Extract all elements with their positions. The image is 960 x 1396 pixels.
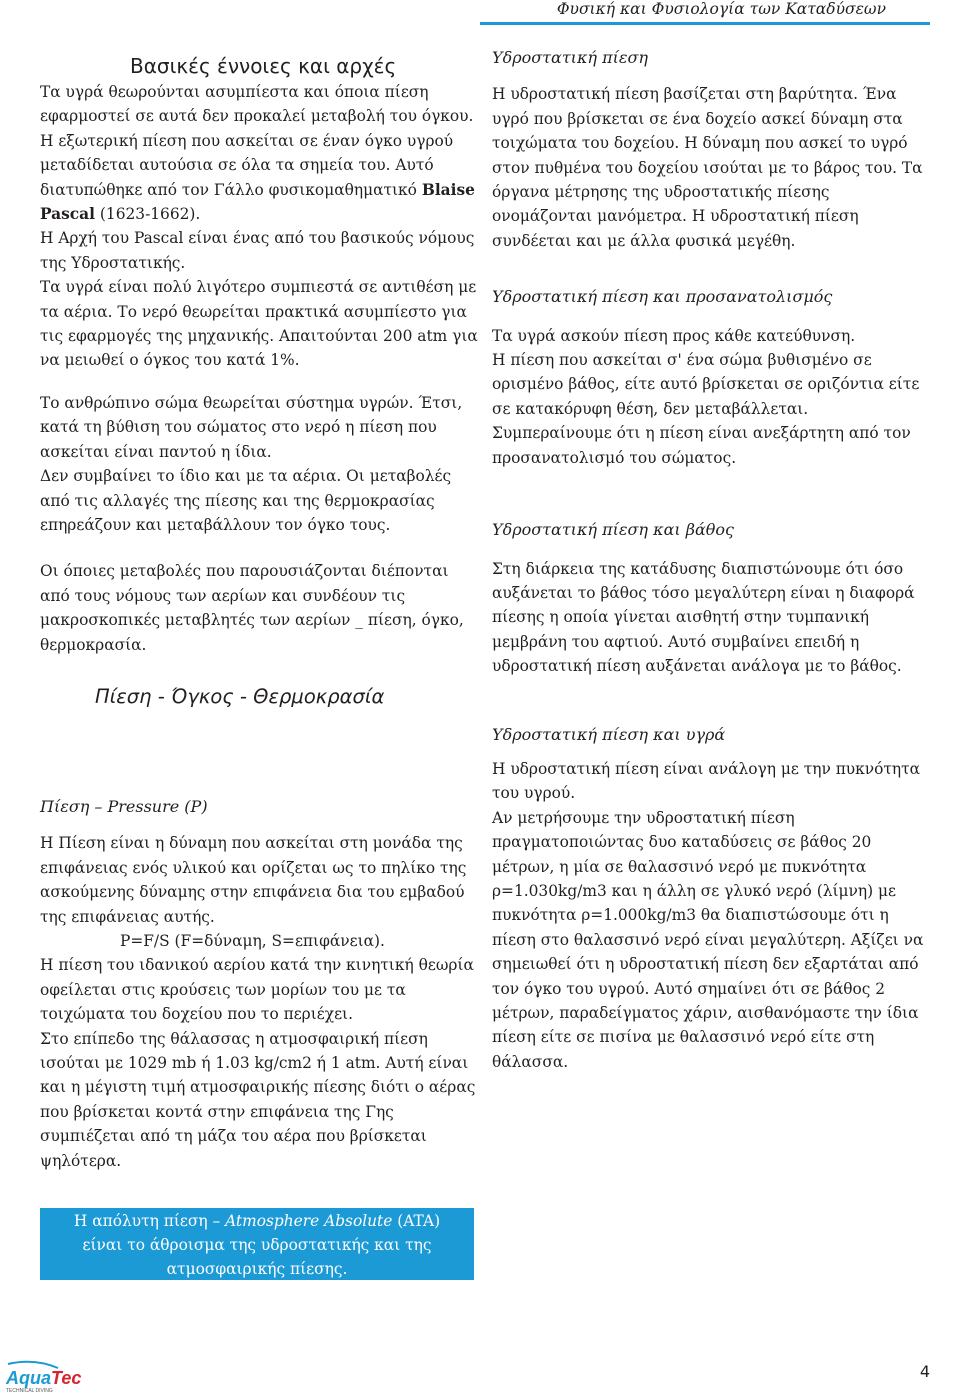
orientation-line3: Συμπεραίνουμε ότι η πίεση είναι ανεξάρτητη από τον προσανατολισμό του σώματος. [492,424,911,467]
orientation-heading: Υδροστατική πίεση και προσανατολισμός [492,287,833,307]
callout-line2: είναι το άθροισμα της υδροστατικής και της [82,1236,432,1254]
pressure-formula: P=F/S (F=δύναμη, S=επιφάνεια). [120,932,385,951]
hydrostatic-text: Η υδροστατική πίεση βασίζεται στη βαρύτητα. Ένα υγρό που βρίσκεται σε ένα δοχείο ασκεί δύναμη στα τοιχώματα του δοχείου. Η δύναμη που ασκεί το υγρό στον πυθμένα του δοχείου ισούται με το βάρος του. Τα όργανα μέτρησης της υδροστατικής πίεσης ονομάζονται μανόμετρα. Η υδροστατική πίεση συνδέεται και με άλλα φυσικά μεγέθη. [492,85,923,250]
callout-italic: Atmosphere Absolute [225,1212,393,1230]
pressure-heading: Πίεση – Pressure (P) [40,797,208,816]
left-column-top [40,52,480,709]
section-title: Πίεση - Όγκος - Θερμοκρασία [95,684,385,708]
running-header: Φυσική και Φυσιολογία των Καταδύσεων [556,0,886,18]
right-column [492,46,932,1074]
ata-callout-box [40,1208,474,1280]
callout-text: (ATA) [392,1212,441,1230]
orientation-line1: Τα υγρά ασκούν πίεση προς κάθε κατεύθυνση. [492,326,856,345]
pressure-definition: Η Πίεση είναι η δύναμη που ασκείται στη μονάδα της επιφάνειας ενός υλικού και ορίζεται ως το πηλίκο της ασκούμενης δύναμης στην επιφάνεια δια του εμβαδού της επιφάνειας αυτής. [40,834,467,926]
header-rule [480,22,930,25]
left-column-pressure [40,795,480,1173]
page-title: Βασικές έννοιες και αρχές [130,54,397,78]
pressure-atmospheric: Στο επίπεδο της θάλασσας η ατμοσφαιρική πίεση ισούται με 1029 mb ή 1.03 kg/cm2 ή 1 atm. Αυτή είναι και η μέγιστη τιμή ατμοσφαιρικής πίεσης διότι ο αέρας που βρίσκεται κοντά στην επιφάνεια της Γης συμπιέζεται από τη μάζα του αέρα που βρίσκεται ψηλότερα. [40,1029,476,1170]
page-number: 4 [919,1362,930,1381]
depth-text: Στη διάρκεια της κατάδυσης διαπιστώνουμε ότι όσο αυξάνεται το βάθος τόσο μεγαλύτερη είναι η διαφορά πίεσης η οποία γίνεται αισθητή στην τυμπανική μεμβράνη του αφτιού. Αυτό συμβαίνει επειδή η υδροστατική πίεση αυξάνεται ανάλογα με το βάθος. [492,559,915,676]
pascal-name: Blaise Pascal [40,180,475,224]
paragraph-pascal-law: Η Αρχή του Pascal είναι ένας από του βασικούς νόμους της Υδροστατικής. [40,229,475,272]
paragraph-gas-laws: Οι όποιες μεταβολές που παρουσιάζονται διέπονται από τους νόμους των αερίων και συνδέουν τις μακροσκοπικές μεταβλητές των αερίων _ πίεση, όγκο, θερμοκρασία. [40,562,464,654]
liquids-line1: Η υδροστατική πίεση είναι ανάλογη με την πυκνότητα του υγρού. [492,759,921,803]
hydrostatic-heading: Υδροστατική πίεση [492,48,648,67]
paragraph-compressibility: Τα υγρά είναι πολύ λιγότερο συμπιεστά σε αντιθέση με τα αέρια. Το νερό θεωρείται πρακτικά ασυμπίεστο για τις εφαρμογές της μηχανικής. Απαιτούνται 200 atm για να μειωθεί ο όγκος του κατά 1%. [40,278,478,370]
callout-line3: ατμοσφαιρικής πίεσης. [166,1260,348,1278]
paragraph-text: (1623-1662). [95,205,201,224]
aquatec-logo [4,1360,96,1394]
depth-heading: Υδροστατική πίεση και βάθος [492,520,735,540]
logo-wordmark: AquaTec [6,1368,82,1388]
callout-text: Η απόλυτη πίεση – [73,1212,226,1230]
orientation-line2: Η πίεση που ασκείται σ' ένα σώμα βυθισμένο σε ορισμένο βάθος, είτε αυτό βρίσκεται σε οριζόντια είτε σε κατακόρυφη θέση, δεν μεταβάλλεται. [492,351,920,418]
paragraph-body-fluids: Το ανθρώπινο σώμα θεωρείται σύστημα υγρών. Έτσι, κατά τη βύθιση του σώματος στο νερό η πίεση που ασκείται είναι παντού η ίδια. [40,393,463,461]
liquids-line2: Αν μετρήσουμε την υδροστατική πίεση πραγματοποιώντας δυο καταδύσεις σε βάθος 20 μέτρων, η μία σε θαλασσινό νερό με πυκνότητα ρ=1.030kg/m3 και η άλλη σε γλυκό νερό (λίμνη) με πυκνότητα ρ=1.000kg/m3 θα διαπιστώσουμε ότι η πίεση στο θαλασσινό νερό είναι μεγαλύτερη. Αξίζει να σημειωθεί ότι η υδροστατική πίεση δεν εξαρτάται από τον όγκο του υγρού. Αυτό σημαίνει ότι σε βάθος 2 μέτρων, παραδείγματος χάριν, αισθανόμαστε την ίδια πίεση είτε σε πισίνα με θαλασσινό νερό είτε στη θάλασσα. [492,808,924,1071]
paragraph-pascal [40,80,480,226]
pressure-kinetic: Η πίεση του ιδανικού αερίου κατά την κινητική θεωρία οφείλεται στις κρούσεις των μορίων του με τα τοιχώματα του δοχείου που το περιέχει. [40,956,474,1024]
paragraph-gases: Δεν συμβαίνει το ίδιο και με τα αέρια. Οι μεταβολές από τις αλλαγές της πίεσης και της θερμοκρασίας επηρεάζουν και μεταβάλλουν τον όγκο τους. [40,467,452,534]
logo-subtitle: TECHNICAL DIVING [6,1388,53,1394]
liquids-heading: Υδροστατική πίεση και υγρά [492,724,726,744]
paragraph-text: Τα υγρά θεωρούνται ασυμπίεστα και όποια πίεση εφαρμοστεί σε αυτά δεν προκαλεί μεταβολή του όγκου. Η εξωτερική πίεση που ασκείται σε έναν όγκο υγρού μεταδίδεται αυτούσια σε όλα τα σημεία του. Αυτό διατυπώθηκε από τον Γάλλο φυσικομαθηματικό [40,83,474,199]
